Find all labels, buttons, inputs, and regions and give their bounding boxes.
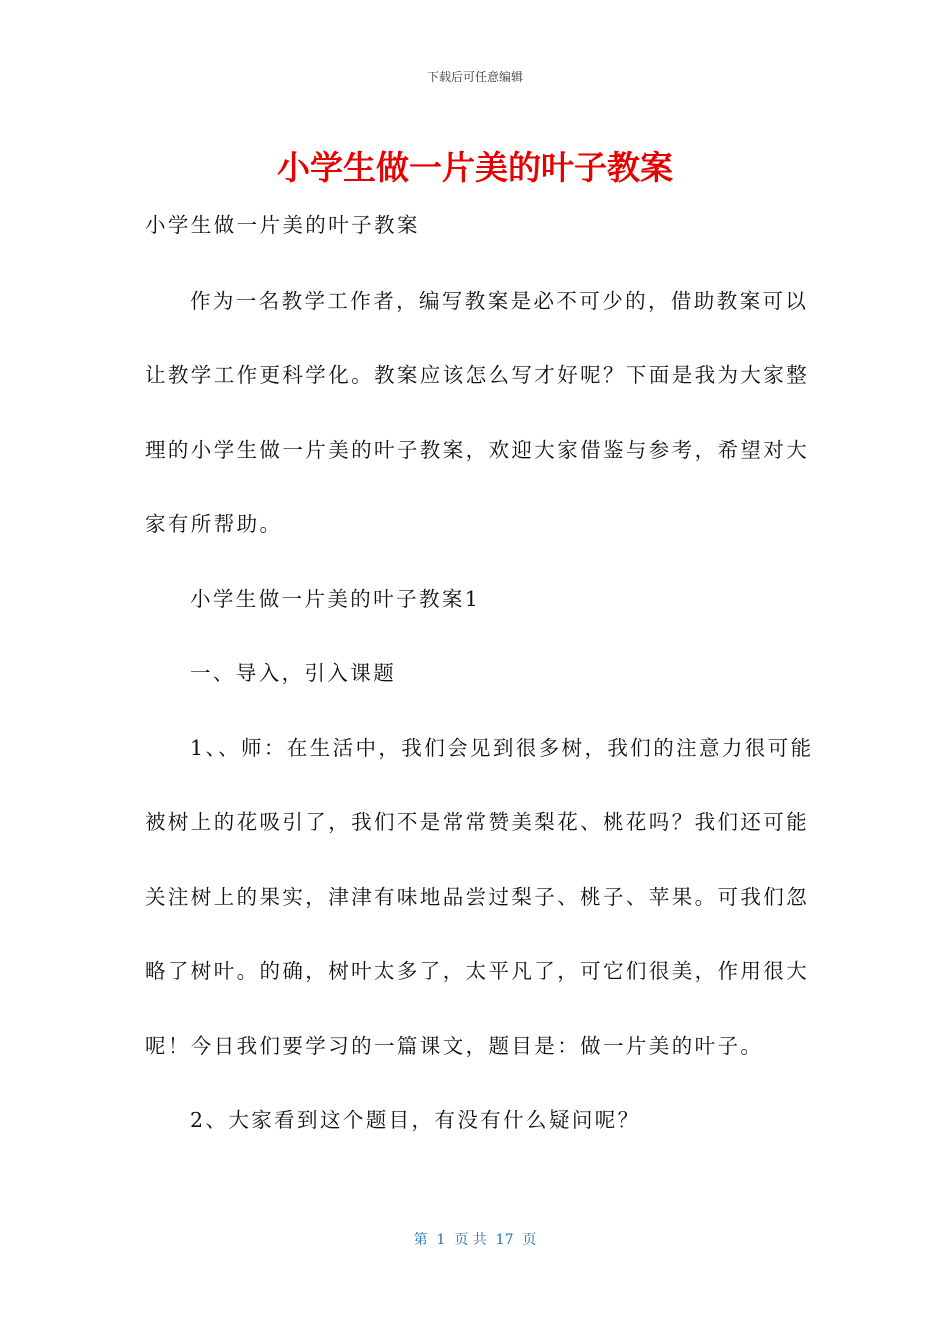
paragraph-line: 呢！今日我们要学习的一篇课文，题目是：做一片美的叶子。 [145,1034,764,1058]
page-number-footer: 第 1 页 共 17 页 [413,1232,537,1248]
paragraph-line: 理的小学生做一片美的叶子教案，欢迎大家借鉴与参考，希望对大 [145,438,810,462]
paragraph-line: 关注树上的果实，津津有味地品尝过梨子、桃子、苹果。可我们忽 [145,885,810,909]
page-header-note: 下载后可任意编辑 [426,70,523,84]
paragraph-line: 1、、师：在生活中，我们会见到很多树，我们的注意力很可能 [190,736,814,760]
paragraph-line: 被树上的花吸引了，我们不是常常赞美梨花、桃花吗？我们还可能 [145,810,810,834]
paragraph-line: 家有所帮助。 [145,512,283,536]
section-heading: 小学生做一片美的叶子教案1 [190,587,481,611]
document-title: 小学生做一片美的叶子教案 [277,148,673,187]
subtitle-line: 小学生做一片美的叶子教案 [145,213,420,237]
paragraph-line: 让教学工作更科学化。教案应该怎么写才好呢？下面是我为大家整 [145,363,810,387]
section-heading: 一、导入，引入课题 [190,661,397,685]
paragraph-line: 作为一名教学工作者，编写教案是必不可少的，借助教案可以 [190,289,809,313]
paragraph-line: 2、大家看到这个题目，有没有什么疑问呢？ [190,1108,641,1132]
paragraph-line: 略了树叶。的确，树叶太多了，太平凡了，可它们很美，作用很大 [145,959,810,983]
